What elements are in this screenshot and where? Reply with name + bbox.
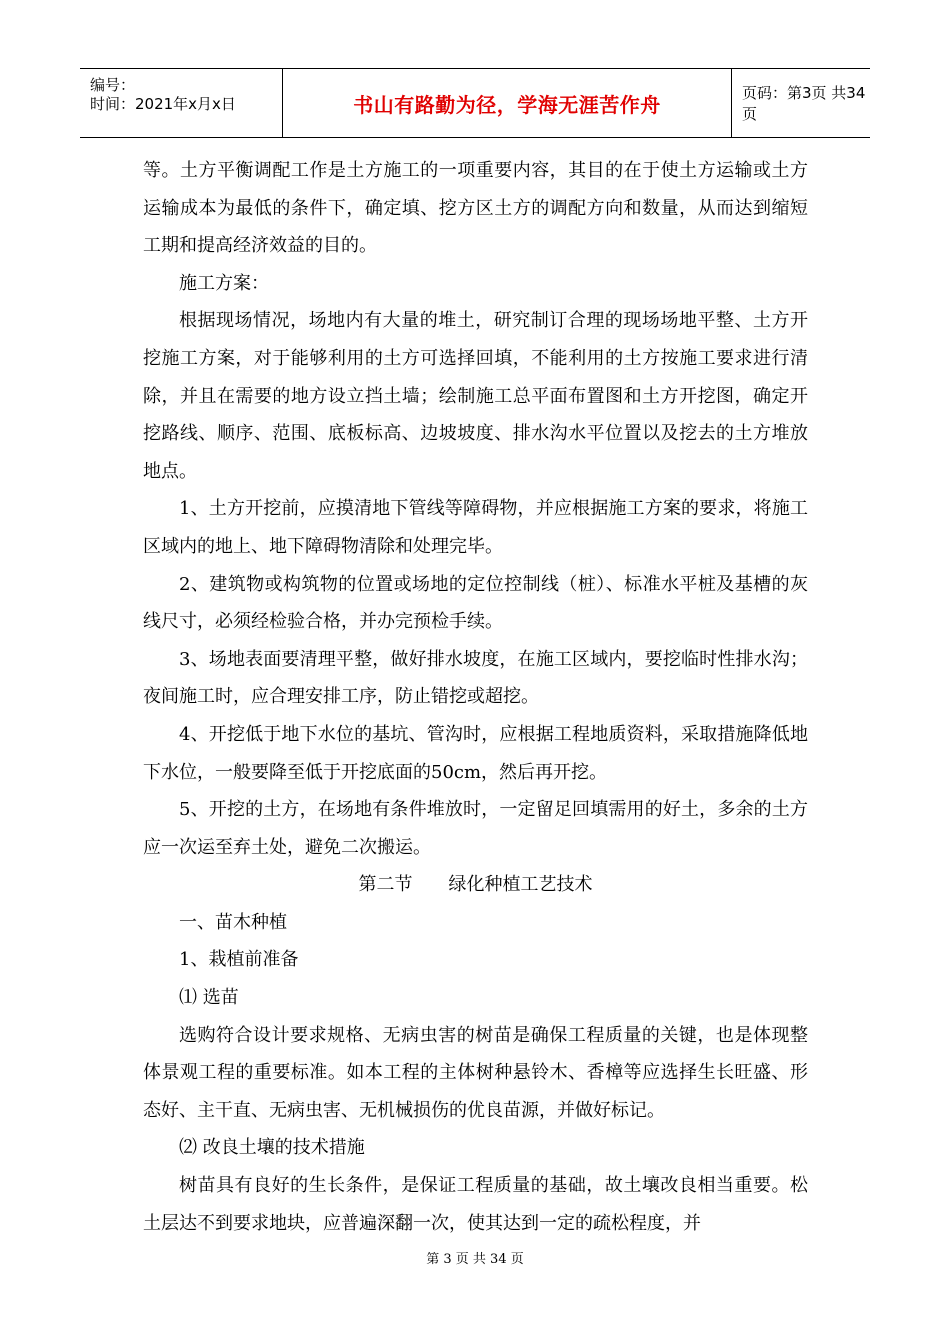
header-motto-cell xyxy=(283,69,732,137)
subheading: ⑵ 改良土壤的技术措施 xyxy=(179,1137,365,1159)
time-label: 时间：2021年x月x日 xyxy=(90,95,236,113)
list-item: 5、开挖的土方，在场地有条件堆放时，一定留足回填需用的好土，多余的土方应一次运至弃土处，避免二次搬运。 xyxy=(143,799,808,858)
subheading: 1、栽植前准备 xyxy=(179,949,299,971)
paragraph: 树苗具有良好的生长条件，是保证工程质量的基础，故土壤改良相当重要。松土层达不到要求地块，应普遍深翻一次，使其达到一定的疏松程度，并 xyxy=(143,1175,808,1234)
header-meta-cell xyxy=(80,69,283,137)
list-item: 4、开挖低于地下水位的基坑、管沟时，应根据工程地质资料，采取措施降低地下水位，一般要降至低于开挖底面的50cm，然后再开挖。 xyxy=(143,723,808,783)
subheading: 一、苗木种植 xyxy=(179,911,287,933)
header-table xyxy=(80,68,870,138)
section-heading: 第二节 绿化种植工艺技术 xyxy=(358,874,593,896)
paragraph: 选购符合设计要求规格、无病虫害的树苗是确保工程质量的关键，也是体现整体景观工程的重要标准。如本工程的主体树种悬铃木、香樟等应选择生长旺盛、形态好、主干直、无病虫害、无机械损伤的优良苗源，并做好标记。 xyxy=(143,1024,808,1121)
page-footer: 第 3 页 共 34 页 xyxy=(426,1252,524,1267)
list-item: 3、场地表面要清理平整，做好排水坡度，在施工区域内，要挖临时性排水沟；夜间施工时，应合理安排工序，防止错挖或超挖。 xyxy=(143,648,808,708)
list-item: 1、土方开挖前，应摸清地下管线等障碍物，并应根据施工方案的要求，将施工区域内的地上、地下障碍物清除和处理完毕。 xyxy=(143,498,808,557)
section-label: 施工方案： xyxy=(179,272,269,294)
document-body xyxy=(143,152,808,1242)
list-item: 2、建筑物或构筑物的位置或场地的定位控制线（桩）、标准水平桩及基槽的灰线尺寸，必须经检验合格，并办完预检手续。 xyxy=(143,573,808,633)
page-info: 页码：第3页 共34页 xyxy=(742,84,866,123)
number-label: 编号： xyxy=(90,76,136,94)
paragraph: 根据现场情况，场地内有大量的堆土，研究制订合理的现场场地平整、土方开挖施工方案，对于能够利用的土方可选择回填，不能利用的土方按施工要求进行清除，并且在需要的地方设立挡土墙；绘制施工总平面布置图和土方开挖图，确定开挖路线、顺序、范围、底板标高、边坡坡度、排水沟水平位置以及挖去的土方堆放地点。 xyxy=(143,310,808,482)
subheading: ⑴ 选苗 xyxy=(179,987,239,1009)
motto-text: 书山有路勤为径，学海无涯苦作舟 xyxy=(353,92,661,117)
paragraph: 等。土方平衡调配工作是土方施工的一项重要内容，其目的在于使土方运输或土方运输成本为最低的条件下，确定填、挖方区土方的调配方向和数量，从而达到缩短工期和提高经济效益的目的。 xyxy=(143,160,808,257)
